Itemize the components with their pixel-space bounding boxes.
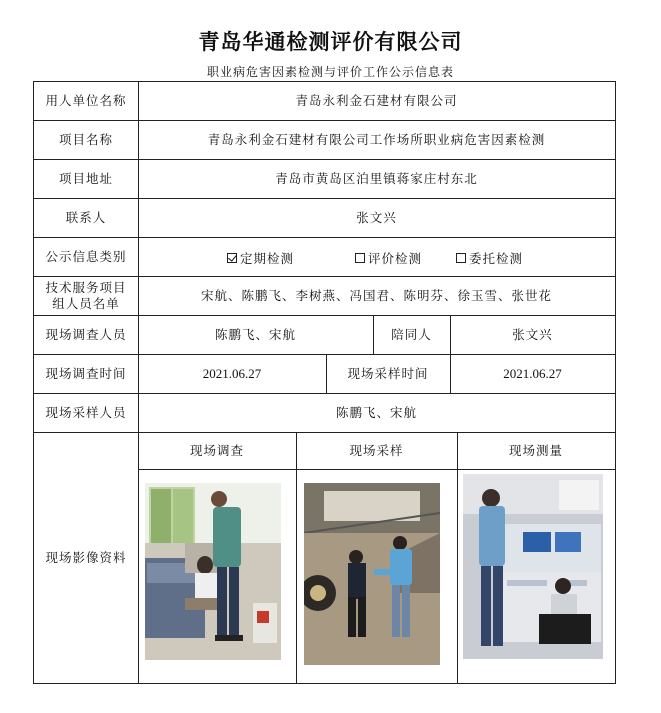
photo-col-measure-title: 现场测量	[508, 442, 563, 458]
photo-col-sampling-title: 现场采样	[349, 442, 404, 458]
option-commissioned-label: 委托检测	[469, 251, 524, 266]
option-commissioned[interactable]	[456, 249, 523, 267]
info-table	[33, 81, 616, 684]
team-label-line2: 组人员名单	[52, 295, 120, 311]
team-label	[34, 276, 138, 315]
employer-label: 用人单位名称	[45, 93, 127, 108]
option-periodic-label: 定期检测	[240, 251, 295, 266]
companion-value: 张文兴	[512, 326, 553, 342]
photo-field-survey	[145, 483, 281, 660]
option-periodic[interactable]	[227, 249, 294, 267]
sampling-time-value: 2021.06.27	[503, 365, 562, 381]
sampling-staff-label: 现场采样人员	[45, 404, 127, 420]
survey-staff-label: 现场调查人员	[45, 326, 127, 342]
project-address-label: 项目地址	[58, 170, 113, 186]
document-title: 青岛华通检测评价有限公司	[198, 30, 463, 54]
photo-col-survey-title: 现场调查	[189, 442, 244, 458]
survey-staff-value: 陈鹏飞、宋航	[214, 326, 296, 342]
checkbox-empty-icon[interactable]	[355, 253, 365, 263]
photo-field-sampling	[304, 483, 440, 665]
option-evaluation[interactable]	[355, 249, 422, 267]
project-name-value: 青岛永利金石建材有限公司工作场所职业病危害因素检测	[207, 131, 546, 147]
checkbox-empty-icon[interactable]	[456, 253, 466, 263]
project-address-value: 青岛市黄岛区泊里镇蒋家庄村东北	[275, 170, 478, 186]
option-evaluation-label: 评价检测	[368, 251, 423, 266]
disclosure-type-label: 公示信息类别	[45, 248, 127, 264]
team-label-line1: 技术服务项目	[45, 279, 127, 295]
project-name-label: 项目名称	[58, 131, 113, 147]
companion-label: 陪同人	[391, 326, 432, 342]
survey-time-value: 2021.06.27	[202, 365, 262, 381]
contact-label: 联系人	[65, 209, 107, 225]
checkbox-checked-icon[interactable]	[227, 253, 237, 263]
sampling-time-label: 现场采样时间	[347, 365, 429, 381]
employer-value: 青岛永利金石建材有限公司	[295, 93, 458, 108]
photos-label: 现场影像资料	[45, 549, 127, 565]
sampling-staff-value: 陈鹏飞、宋航	[335, 404, 417, 420]
photo-field-measurement	[463, 474, 603, 659]
survey-time-label: 现场调查时间	[45, 365, 127, 381]
team-value: 宋航、陈鹏飞、李树燕、冯国君、陈明芬、徐玉雪、张世花	[200, 287, 552, 303]
contact-value: 张文兴	[356, 209, 397, 225]
document-subtitle: 职业病危害因素检测与评价工作公示信息表	[206, 65, 454, 79]
